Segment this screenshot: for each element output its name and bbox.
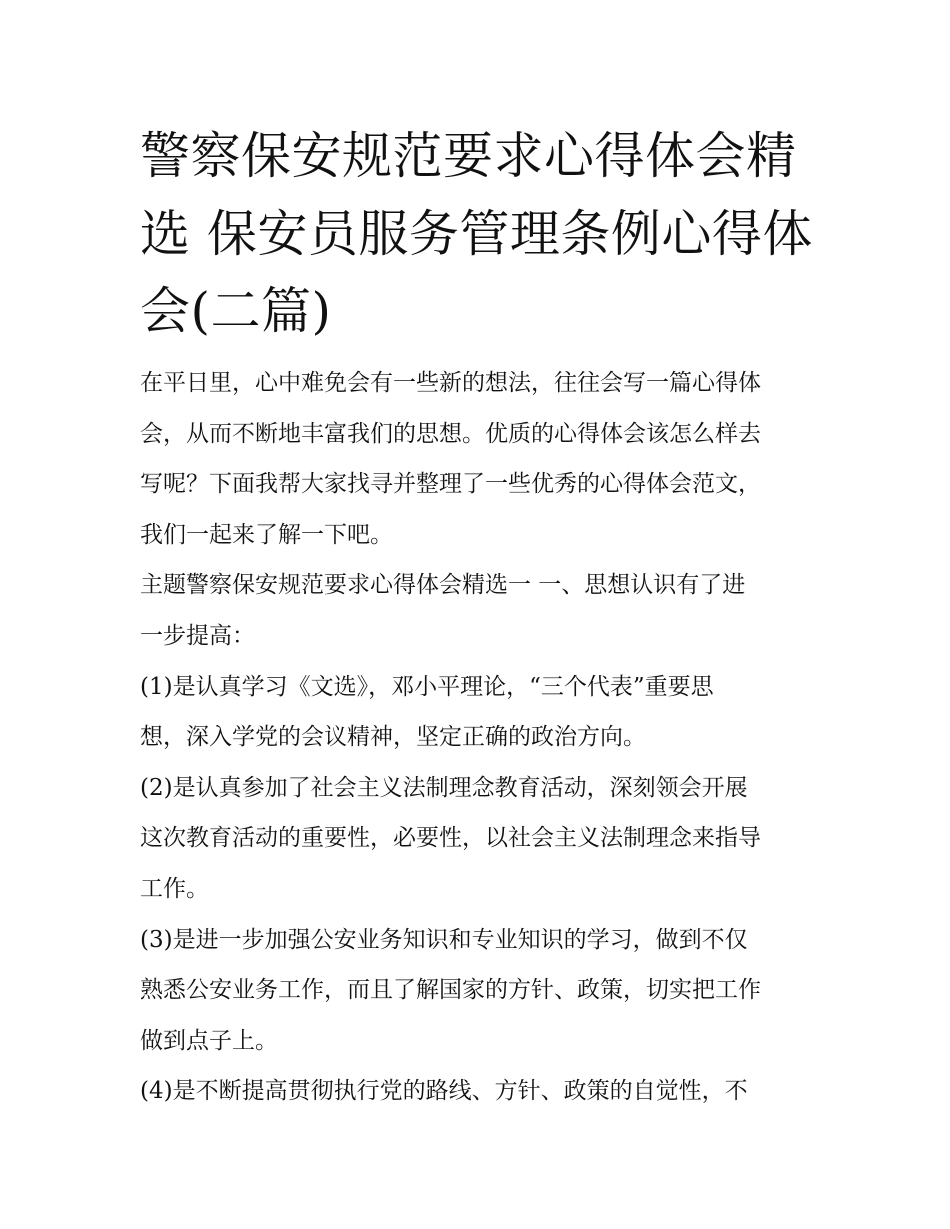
body-line: 工作。 [140, 875, 209, 902]
body-line: 我们一起来了解一下吧。 [140, 521, 393, 548]
document-title [140, 118, 820, 351]
body-line: (1)是认真学习《文选》，邓小平理论，“三个代表”重要思 [140, 673, 714, 700]
title-line: 会(二篇) [140, 282, 332, 340]
body-line: 在平日里，心中难免会有一些新的想法，往往会写一篇心得体 [140, 370, 761, 396]
body-line: (3)是进一步加强公安业务知识和专业知识的学习，做到不仅 [140, 926, 748, 953]
title-line: 选 保安员服务管理条例心得体 [140, 204, 813, 263]
body-line: 写呢？下面我帮大家找寻并整理了一些优秀的心得体会范文， [140, 471, 761, 498]
body-line: 想，深入学党的会议精神，坚定正确的政治方向。 [140, 724, 646, 751]
body-line: 会，从而不断地丰富我们的思想。优质的心得体会该怎么样去 [140, 420, 761, 447]
body-line: 主题警察保安规范要求心得体会精选一 一、思想认识有了进 [140, 572, 746, 599]
document-body [140, 358, 830, 1117]
body-line: 一步提高： [140, 622, 255, 649]
body-line: (4)是不断提高贯彻执行党的路线、方针、政策的自觉性，不 [140, 1078, 748, 1105]
body-line: 做到点子上。 [140, 1027, 278, 1054]
title-line: 警察保安规范要求心得体会精 [140, 127, 797, 185]
body-line: 熟悉公安业务工作，而且了解国家的方针、政策，切实把工作 [140, 977, 761, 1004]
body-line: 这次教育活动的重要性，必要性，以社会主义法制理念来指导 [140, 825, 761, 852]
body-line: (2)是认真参加了社会主义法制理念教育活动，深刻领会开展 [140, 774, 748, 801]
